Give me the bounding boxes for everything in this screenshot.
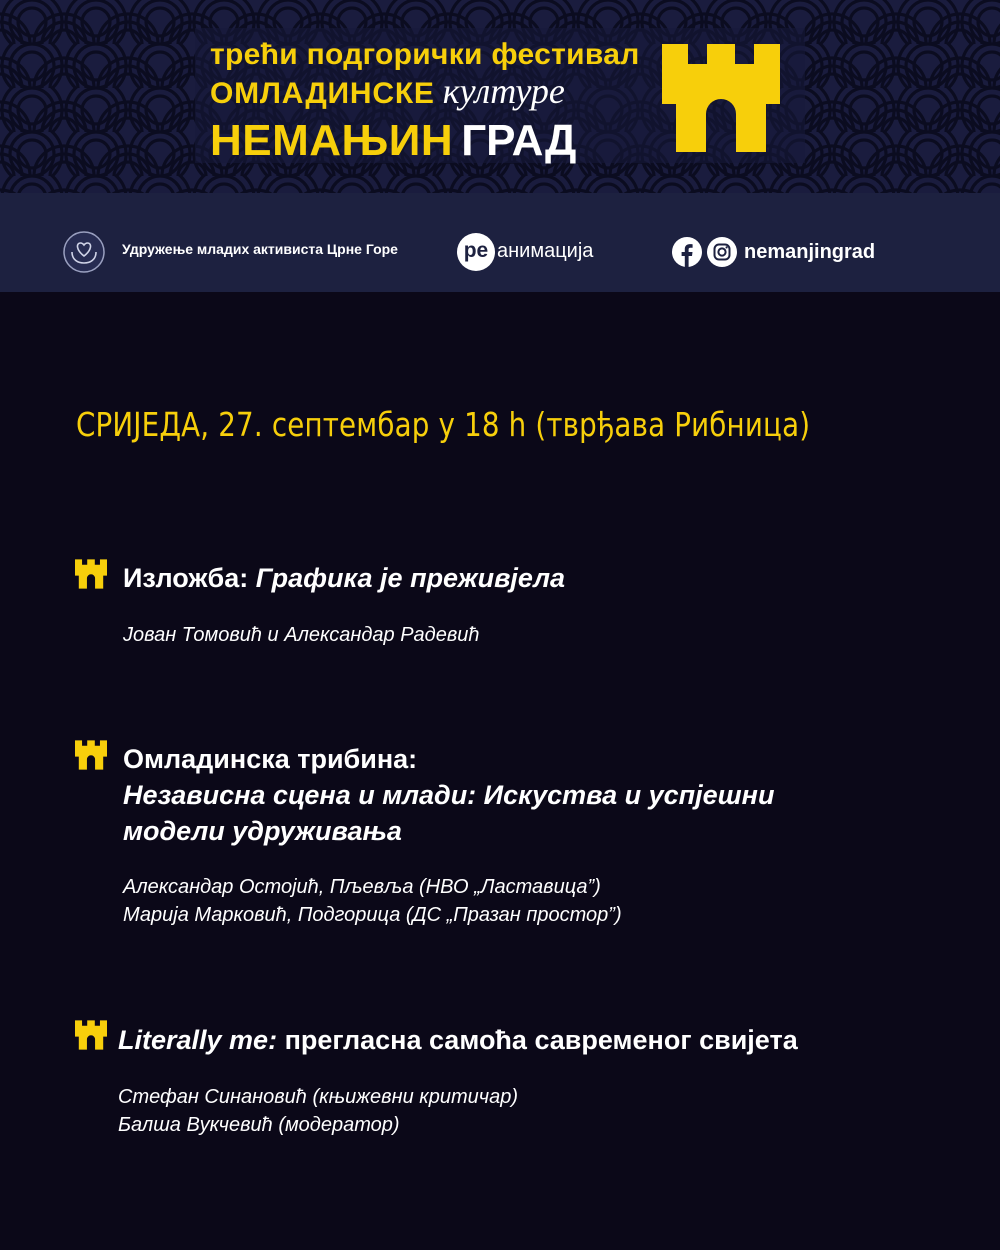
event-2-title-italic-line-1: Независна сцена и млади: Искуства и успјешни: [123, 780, 775, 810]
festival-title: [210, 38, 650, 174]
event-2-title-plain: Омладинска трибина:: [123, 744, 418, 774]
event-3-people: [118, 1083, 518, 1139]
event-1-title-italic: Графика је преживјела: [255, 563, 566, 593]
title-line-3-white: ГРАД: [461, 116, 577, 165]
castle-tower-icon: [75, 740, 107, 770]
social-handle[interactable]: nemanjingrad: [744, 241, 876, 263]
partners-strip: [0, 193, 1000, 292]
event-2-title: [123, 741, 774, 849]
event-2-people: [123, 873, 622, 929]
facebook-icon[interactable]: [671, 236, 703, 268]
title-line-3-yellow: НЕМАЊИН: [210, 116, 454, 165]
event-2-person: Александар Остојић, Пљевља (НВО „Ластавица”): [123, 876, 601, 898]
event-1-person: Јован Томовић и Александар Радевић: [123, 624, 480, 646]
title-line-1: трећи подгорички фестивал: [210, 38, 640, 71]
event-3-person: Балша Вукчевић (модератор): [118, 1114, 400, 1136]
date-heading: СРИЈЕДА, 27. септембар у 18 h (тврђава Рибница): [76, 405, 811, 444]
event-1-title-plain: Изложба:: [123, 563, 256, 593]
title-line-3: [210, 118, 650, 174]
organization-name: Удружење младих активиста Црне Горе: [122, 241, 398, 257]
title-line-2-script: културе: [442, 71, 565, 111]
castle-tower-icon: [662, 44, 780, 152]
event-3-title-italic: Literally me:: [118, 1025, 278, 1055]
instagram-icon[interactable]: [706, 236, 738, 268]
event-3-title: [118, 1022, 798, 1058]
event-3-title-plain: прегласна самоћа савременог свијета: [277, 1025, 798, 1055]
reanimacija-logo: ре: [457, 233, 495, 271]
title-line-2-bold: ОМЛАДИНСКЕ: [210, 77, 435, 110]
event-1-people: [123, 621, 480, 649]
event-1-title: [123, 560, 565, 596]
heart-hands-icon: [62, 230, 106, 274]
event-2-person: Марија Марковић, Подгорица (ДС „Празан простор”): [123, 904, 622, 926]
title-line-2: [210, 71, 650, 116]
event-2-title-italic-line-2: модели удруживања: [123, 816, 402, 846]
reanimacija-name: анимација: [497, 240, 594, 262]
castle-tower-icon: [75, 559, 107, 589]
festival-header: [0, 0, 1000, 193]
event-3-person: Стефан Синановић (књижевни критичар): [118, 1086, 518, 1108]
castle-tower-icon: [75, 1020, 107, 1050]
